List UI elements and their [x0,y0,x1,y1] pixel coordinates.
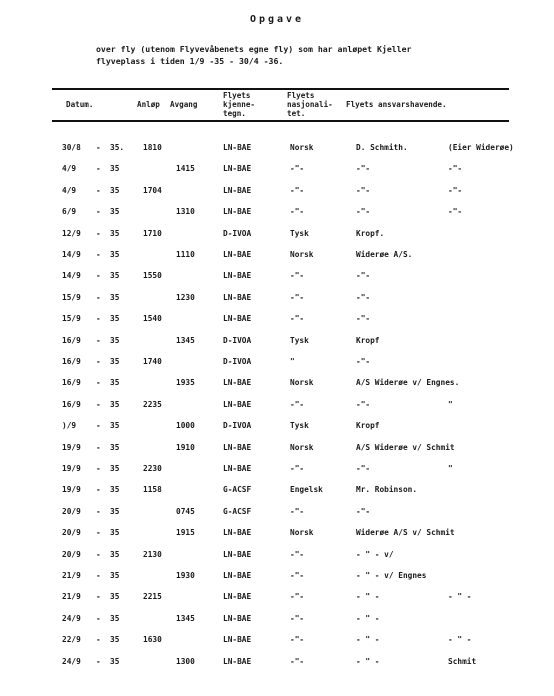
cell-kjennetegn: LN-BAE [223,635,252,645]
cell-date: 22/9 [62,635,81,645]
cell-anlop: 1710 [143,228,162,238]
cell-date: 16/9 [62,399,81,409]
cell-dash: - [96,571,101,580]
cell-dash: - [96,378,101,388]
cell-year: 35 [110,421,120,431]
cell-avgang: 1110 [176,250,195,259]
cell-avgang: 1000 [176,421,195,431]
table-row [0,464,554,476]
cell-date: 21/9 [62,592,81,602]
header-bottom-rule [52,120,509,122]
cell-nasjonalitet: Engelsk [290,485,323,495]
table-row [0,485,554,497]
cell-ansvarshavende: Kropf [356,421,380,431]
header-nasjonalitet-2: nasjonali- [287,100,333,109]
header-datum: Datum. [66,100,94,109]
cell-date: 30/8 [62,143,81,152]
cell-ansvarshavende: - " - [356,635,380,645]
cell-dash: - [96,506,101,516]
header-ansvarshavende: Flyets ansvarshavende. [346,100,447,109]
cell-ansvarshavende: Kropf. [356,228,385,238]
cell-year: 35 [110,185,120,195]
cell-kjennetegn: LN-BAE [223,442,252,452]
cell-kjennetegn: LN-BAE [223,292,252,302]
cell-ansvarshavende: A/S Widerøe v/ Schmit [356,442,455,452]
cell-date: 20/9 [62,549,81,559]
cell-date: 6/9 [62,207,77,217]
cell-kjennetegn: LN-BAE [223,399,252,409]
table-row [0,314,554,326]
cell-dash: - [96,656,101,666]
cell-nasjonalitet: Norsk [290,442,314,452]
cell-nasjonalitet: -"- [290,613,305,623]
cell-dash: - [96,442,101,452]
table-row [0,336,554,348]
cell-nasjonalitet: -"- [290,592,305,602]
cell-dash: - [96,292,101,302]
cell-date: 19/9 [62,442,81,452]
cell-ansvarshavende-extra: (Eier Widerøe) [448,143,514,152]
cell-kjennetegn: LN-BAE [223,143,252,152]
cell-year: 35 [110,442,120,452]
cell-dash: - [96,335,101,345]
cell-nasjonalitet: -"- [290,207,305,217]
cell-ansvarshavende: Widerøe A/S v/ Schmit [356,528,455,538]
cell-kjennetegn: LN-BAE [223,250,252,259]
cell-dash: - [96,314,101,324]
cell-year: 35 [110,271,120,281]
cell-anlop: 1630 [143,635,162,645]
table-row [0,164,554,176]
cell-ansvarshavende: -"- [356,185,371,195]
cell-year: 35 [110,506,120,516]
cell-avgang: 1415 [176,164,195,174]
table-row [0,614,554,626]
cell-date: 15/9 [62,314,81,324]
cell-year: 35. [110,143,125,152]
cell-kjennetegn: D-IVOA [223,335,252,345]
table-row [0,378,554,390]
cell-ansvarshavende: -"- [356,164,371,174]
cell-ansvarshavende: -"- [356,314,371,324]
cell-ansvarshavende-extra: - " - [448,592,472,602]
cell-date: 24/9 [62,613,81,623]
header-top-rule [52,88,509,90]
cell-ansvarshavende: - " - v/ Engnes [356,571,427,580]
cell-nasjonalitet: -"- [290,464,305,473]
table-row [0,293,554,305]
cell-year: 35 [110,635,120,645]
table-row [0,207,554,219]
cell-ansvarshavende: - " - [356,656,380,666]
table-row [0,571,554,583]
cell-kjennetegn: LN-BAE [223,528,252,538]
cell-ansvarshavende: - " - [356,592,380,602]
cell-year: 35 [110,485,120,495]
cell-ansvarshavende-extra: -"- [448,207,463,217]
cell-dash: - [96,464,101,473]
cell-kjennetegn: D-IVOA [223,228,252,238]
header-avgang: Avgang [170,100,198,109]
cell-ansvarshavende: Mr. Robinson. [356,485,418,495]
table-row [0,357,554,369]
header-kjennetegn-2: kjenne- [223,100,256,109]
cell-dash: - [96,228,101,238]
table-row [0,592,554,604]
cell-year: 35 [110,549,120,559]
table-row [0,143,554,155]
cell-dash: - [96,207,101,217]
cell-ansvarshavende: - " - v/ [356,549,394,559]
cell-year: 35 [110,464,120,473]
cell-ansvarshavende: Widerøe A/S. [356,250,413,259]
document-title: Opgave [249,14,305,25]
cell-kjennetegn: LN-BAE [223,656,252,666]
cell-avgang: 1345 [176,613,195,623]
cell-date: 21/9 [62,571,81,580]
header-nasjonalitet-3: tet. [287,109,306,118]
cell-ansvarshavende: -"- [356,357,371,366]
cell-anlop: 2130 [143,549,162,559]
cell-ansvarshavende: -"- [356,464,371,473]
table-row [0,635,554,647]
cell-date: 20/9 [62,506,81,516]
cell-year: 35 [110,335,120,345]
header-anlop: Anløp [137,100,160,109]
cell-ansvarshavende-extra: - " - [448,635,472,645]
cell-dash: - [96,271,101,281]
cell-kjennetegn: LN-BAE [223,464,252,473]
cell-nasjonalitet: -"- [290,399,305,409]
cell-year: 35 [110,292,120,302]
cell-year: 35 [110,357,120,366]
cell-ansvarshavende: -"- [356,506,371,516]
cell-nasjonalitet: -"- [290,164,305,174]
cell-nasjonalitet: -"- [290,656,305,666]
cell-avgang: 1910 [176,442,195,452]
cell-nasjonalitet: Norsk [290,143,314,152]
cell-ansvarshavende-extra: -"- [448,185,463,195]
cell-kjennetegn: LN-BAE [223,185,252,195]
cell-year: 35 [110,399,120,409]
table-row [0,421,554,433]
cell-anlop: 1550 [143,271,162,281]
cell-dash: - [96,592,101,602]
cell-anlop: 2215 [143,592,162,602]
cell-nasjonalitet: " [290,357,295,366]
cell-nasjonalitet: -"- [290,549,305,559]
cell-date: 20/9 [62,528,81,538]
cell-ansvarshavende: -"- [356,271,371,281]
table-row [0,507,554,519]
cell-ansvarshavende: - " - [356,613,380,623]
cell-year: 35 [110,250,120,259]
cell-dash: - [96,421,101,431]
cell-kjennetegn: LN-BAE [223,271,252,281]
cell-dash: - [96,250,101,259]
cell-nasjonalitet: -"- [290,271,305,281]
subtitle-line-1: over fly (utenom Flyvevåbenets egne fly) som har anløpet Kjeller [96,44,412,54]
cell-date: )/9 [62,421,77,431]
cell-nasjonalitet: Norsk [290,378,314,388]
cell-dash: - [96,635,101,645]
cell-avgang: 1230 [176,292,195,302]
cell-year: 35 [110,528,120,538]
cell-anlop: 1158 [143,485,162,495]
cell-avgang: 1345 [176,335,195,345]
cell-nasjonalitet: Norsk [290,528,314,538]
table-row [0,443,554,455]
cell-ansvarshavende: -"- [356,292,371,302]
cell-year: 35 [110,378,120,388]
cell-avgang: 1930 [176,571,195,580]
cell-kjennetegn: LN-BAE [223,592,252,602]
cell-anlop: 1540 [143,314,162,324]
table-row [0,528,554,540]
cell-nasjonalitet: -"- [290,506,305,516]
cell-kjennetegn: G-ACSF [223,506,252,516]
cell-anlop: 1740 [143,357,162,366]
cell-ansvarshavende-extra: Schmit [448,656,477,666]
cell-date: 24/9 [62,656,81,666]
cell-year: 35 [110,314,120,324]
cell-avgang: 0745 [176,506,195,516]
cell-kjennetegn: LN-BAE [223,164,252,174]
cell-date: 16/9 [62,378,81,388]
table-row [0,250,554,262]
cell-anlop: 2230 [143,464,162,473]
cell-kjennetegn: LN-BAE [223,378,252,388]
cell-ansvarshavende-extra: " [448,399,453,409]
header-kjennetegn-3: tegn. [223,109,246,118]
table-row [0,186,554,198]
cell-year: 35 [110,592,120,602]
cell-ansvarshavende: D. Schmith. [356,143,408,152]
cell-anlop: 1704 [143,185,162,195]
cell-kjennetegn: LN-BAE [223,549,252,559]
cell-avgang: 1310 [176,207,195,217]
header-nasjonalitet-1: Flyets [287,91,315,100]
cell-nasjonalitet: -"- [290,635,305,645]
cell-year: 35 [110,207,120,217]
cell-date: 19/9 [62,485,81,495]
cell-kjennetegn: LN-BAE [223,613,252,623]
cell-year: 35 [110,164,120,174]
cell-date: 14/9 [62,250,81,259]
cell-kjennetegn: D-IVOA [223,357,252,366]
cell-date: 4/9 [62,185,77,195]
cell-kjennetegn: LN-BAE [223,314,252,324]
subtitle-line-2: flyveplass i tiden 1/9 -35 - 30/4 -36. [96,56,284,66]
cell-ansvarshavende: A/S Widerøe v/ Engnes. [356,378,460,388]
cell-dash: - [96,485,101,495]
cell-dash: - [96,528,101,538]
cell-kjennetegn: G-ACSF [223,485,252,495]
cell-avgang: 1300 [176,656,195,666]
cell-dash: - [96,143,101,152]
cell-avgang: 1935 [176,378,195,388]
cell-date: 4/9 [62,164,77,174]
cell-date: 16/9 [62,357,81,366]
cell-nasjonalitet: -"- [290,292,305,302]
table-row [0,271,554,283]
cell-nasjonalitet: -"- [290,314,305,324]
table-row [0,657,554,669]
cell-year: 35 [110,571,120,580]
table-row [0,229,554,241]
cell-nasjonalitet: -"- [290,571,305,580]
cell-avgang: 1915 [176,528,195,538]
cell-nasjonalitet: -"- [290,185,305,195]
cell-date: 19/9 [62,464,81,473]
cell-dash: - [96,164,101,174]
cell-date: 16/9 [62,335,81,345]
cell-date: 12/9 [62,228,81,238]
cell-ansvarshavende: -"- [356,399,371,409]
cell-kjennetegn: LN-BAE [223,207,252,217]
cell-ansvarshavende-extra: " [448,464,453,473]
cell-nasjonalitet: Norsk [290,250,314,259]
cell-dash: - [96,399,101,409]
cell-year: 35 [110,613,120,623]
cell-ansvarshavende: -"- [356,207,371,217]
table-row [0,400,554,412]
cell-nasjonalitet: Tysk [290,335,309,345]
header-kjennetegn-1: Flyets [223,91,251,100]
cell-anlop: 1810 [143,143,162,152]
cell-dash: - [96,357,101,366]
cell-dash: - [96,613,101,623]
cell-nasjonalitet: Tysk [290,421,309,431]
table-row [0,550,554,562]
cell-date: 14/9 [62,271,81,281]
cell-ansvarshavende-extra: -"- [448,164,463,174]
cell-year: 35 [110,228,120,238]
cell-year: 35 [110,656,120,666]
cell-kjennetegn: D-IVOA [223,421,252,431]
cell-ansvarshavende: Kropf [356,335,380,345]
cell-kjennetegn: LN-BAE [223,571,252,580]
cell-dash: - [96,549,101,559]
cell-anlop: 2235 [143,399,162,409]
cell-dash: - [96,185,101,195]
cell-date: 15/9 [62,292,81,302]
cell-nasjonalitet: Tysk [290,228,309,238]
